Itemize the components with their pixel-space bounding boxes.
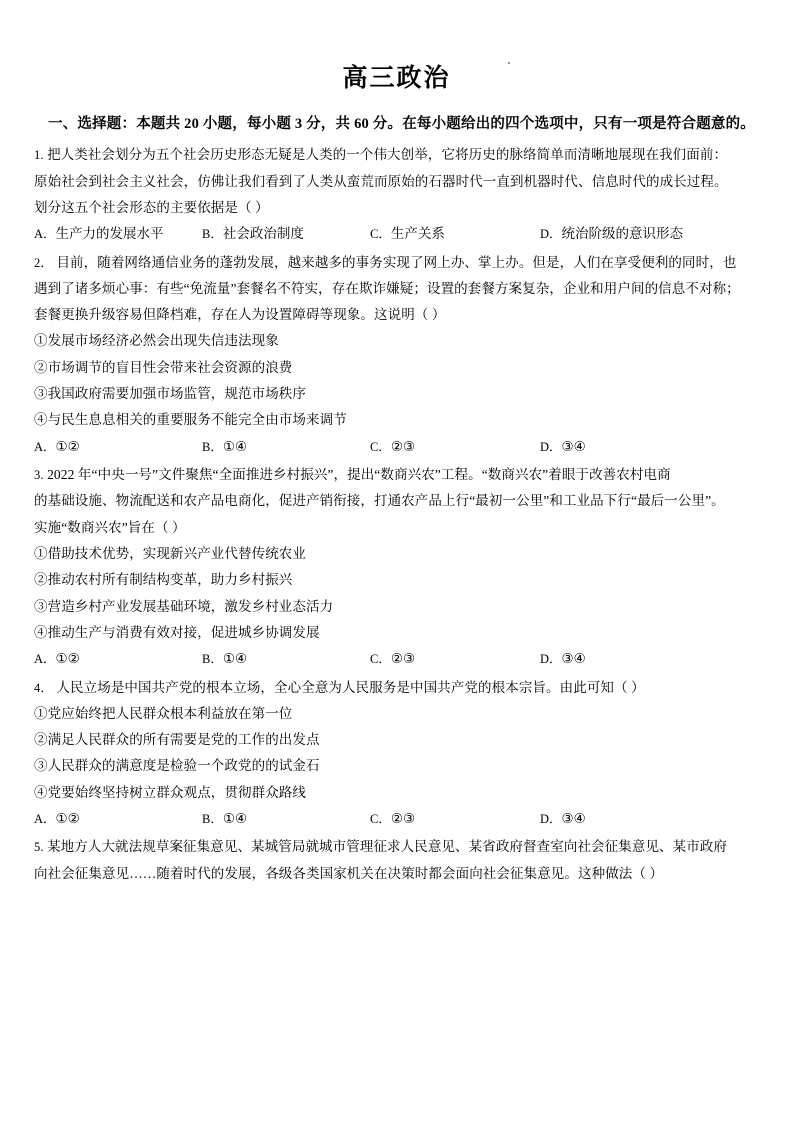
section-heading-text: 一、选择题：本题共 20 小题，每小题 3 分，共 60 分。在每小题给出的四个选项中，只有一项是符合题意的。 <box>48 116 755 132</box>
question-sub-item: ①党应始终把人民群众根本利益放在第一位 <box>34 705 293 721</box>
option-letter: D． <box>540 652 562 667</box>
option-c[interactable] <box>370 434 540 460</box>
question-block <box>34 834 759 887</box>
option-a[interactable] <box>34 221 202 247</box>
question-sub-item: ④党要始终坚持树立群众观点，贯彻群众路线 <box>34 784 306 800</box>
option-d[interactable] <box>540 221 720 247</box>
question-sub-item: ①借助技术优势，实现新兴产业代替传统农业 <box>34 545 306 561</box>
question-number: 5. <box>34 840 44 855</box>
question-stem-line <box>34 250 759 276</box>
section-heading <box>34 110 759 138</box>
option-text: ②③ <box>390 811 416 827</box>
question-number: 3. <box>34 468 44 483</box>
question-sub-item: ④推动生产与消费有效对接，促进城乡协调发展 <box>34 624 320 640</box>
question-stem-line: 原始社会到社会主义社会，仿佛让我们看到了人类从蛮荒而原始的石器时代一直到机器时代、信息时代的成长过程。 <box>34 173 728 189</box>
question-block <box>34 142 759 247</box>
option-text: ③④ <box>561 651 586 667</box>
question-number: 2． <box>34 255 53 270</box>
question-block <box>34 675 759 833</box>
option-b[interactable] <box>202 434 370 460</box>
options-row <box>34 806 759 832</box>
question-stem-text: 目前，随着网络通信业务的蓬勃发展，越来越多的事务实现了网上办、掌上办。但是，人们在享受便利的同时，也 <box>56 254 737 270</box>
question-sub-item: ②推动农村所有制结构变革，助力乡村振兴 <box>34 572 293 588</box>
option-text: ②③ <box>390 651 416 667</box>
option-text: ③④ <box>561 438 586 454</box>
option-text: ①② <box>55 438 80 454</box>
question-stem-line: 的基础设施、物流配送和农产品电商化，促进产销衔接，打通农产品上行“最初一公里”和工业品下行“最后一公里”。 <box>34 493 725 509</box>
option-letter: A． <box>34 439 56 454</box>
question-sub-item: ③我国政府需要加强市场监管，规范市场秩序 <box>34 386 306 402</box>
option-a[interactable] <box>34 646 202 672</box>
question-stem-line: 遇到了诸多烦心事：有些“免流量”套餐名不符实，存在欺诈嫌疑；设置的套餐方案复杂，企业和用户间的信息不对称； <box>34 280 740 296</box>
option-text: ①② <box>55 651 80 667</box>
question-sub-item: ④与民生息息相关的重要服务不能完全由市场来调节 <box>34 412 347 428</box>
option-text: 统治阶级的意识形态 <box>561 226 684 242</box>
page-speck <box>508 62 510 64</box>
option-d[interactable] <box>540 646 720 672</box>
option-b[interactable] <box>202 221 370 247</box>
option-letter: D． <box>540 812 562 827</box>
question-number: 4． <box>34 680 53 695</box>
question-stem-text: 某地方人大就法规草案征集意见、某城管局就城市管理征求人民意见、某省政府督查室向社会征集意见、某市政府 <box>47 839 728 855</box>
option-letter: D． <box>540 227 562 242</box>
options-row <box>34 434 759 460</box>
question-stem-text: 把人类社会划分为五个社会历史形态无疑是人类的一个伟大创举，它将历史的脉络简单而清晰地展现在我们面前： <box>47 147 728 163</box>
option-letter: C． <box>370 812 391 827</box>
question-sub-item: ②市场调节的盲目性会带来社会资源的浪费 <box>34 359 293 375</box>
option-letter: A． <box>34 652 56 667</box>
option-letter: D． <box>540 439 562 454</box>
question-sub-item: ①发展市场经济必然会出现失信违法现象 <box>34 333 279 349</box>
option-d[interactable] <box>540 806 720 832</box>
question-stem-line: 实施“数商兴农”旨在（ ） <box>34 519 186 535</box>
option-letter: A． <box>34 812 56 827</box>
option-letter: C． <box>370 227 391 242</box>
question-stem-line: 向社会征集意见……随着时代的发展，各级各类国家机关在决策时都会面向社会征集意见。这种做法（ ） <box>34 865 664 881</box>
question-stem-line <box>34 142 759 168</box>
option-text: ①④ <box>222 438 248 454</box>
question-stem-text: 人民立场是中国共产党的根本立场，全心全意为人民服务是中国共产党的根本宗旨。由此可知（ ） <box>56 679 645 695</box>
options-row <box>34 646 759 672</box>
option-letter: C． <box>370 652 391 667</box>
question-stem-line: 划分这五个社会形态的主要依据是（ ） <box>34 199 269 215</box>
option-b[interactable] <box>202 806 370 832</box>
option-text: ①② <box>55 811 80 827</box>
option-c[interactable] <box>370 221 540 247</box>
question-block <box>34 250 759 461</box>
question-stem-text: 2022 年“中央一号”文件聚焦“全面推进乡村振兴”，提出“数商兴农”工程。“数商兴农”着眼于改善农村电商 <box>47 467 671 483</box>
option-b[interactable] <box>202 646 370 672</box>
question-stem-line <box>34 675 759 701</box>
option-d[interactable] <box>540 434 720 460</box>
question-number: 1. <box>34 148 44 163</box>
option-text: ①④ <box>222 651 248 667</box>
option-letter: B． <box>202 227 223 242</box>
question-stem-line <box>34 462 759 488</box>
option-a[interactable] <box>34 806 202 832</box>
option-c[interactable] <box>370 806 540 832</box>
option-text: 社会政治制度 <box>222 226 304 242</box>
option-text: ②③ <box>390 438 416 454</box>
option-c[interactable] <box>370 646 540 672</box>
option-text: ①④ <box>222 811 248 827</box>
option-letter: B． <box>202 652 223 667</box>
options-row <box>34 221 759 247</box>
option-a[interactable] <box>34 434 202 460</box>
question-sub-item: ③营造乡村产业发展基础环境，激发乡村业态活力 <box>34 598 334 614</box>
question-stem-line: 套餐更换升级容易但降档难，存在人为设置障碍等现象。这说明（ ） <box>34 307 446 323</box>
question-block <box>34 462 759 673</box>
question-sub-item: ③人民群众的满意度是检验一个政党的的试金石 <box>34 758 320 774</box>
question-sub-item: ②满足人民群众的所有需要是党的工作的出发点 <box>34 732 320 748</box>
option-letter: B． <box>202 812 223 827</box>
option-text: ③④ <box>561 811 586 827</box>
option-text: 生产力的发展水平 <box>55 226 164 242</box>
question-stem-line <box>34 834 759 860</box>
option-letter: C． <box>370 439 391 454</box>
option-letter: B． <box>202 439 223 454</box>
option-letter: A． <box>34 227 56 242</box>
option-text: 生产关系 <box>390 226 445 242</box>
page-title: 高三政治 <box>342 65 451 92</box>
